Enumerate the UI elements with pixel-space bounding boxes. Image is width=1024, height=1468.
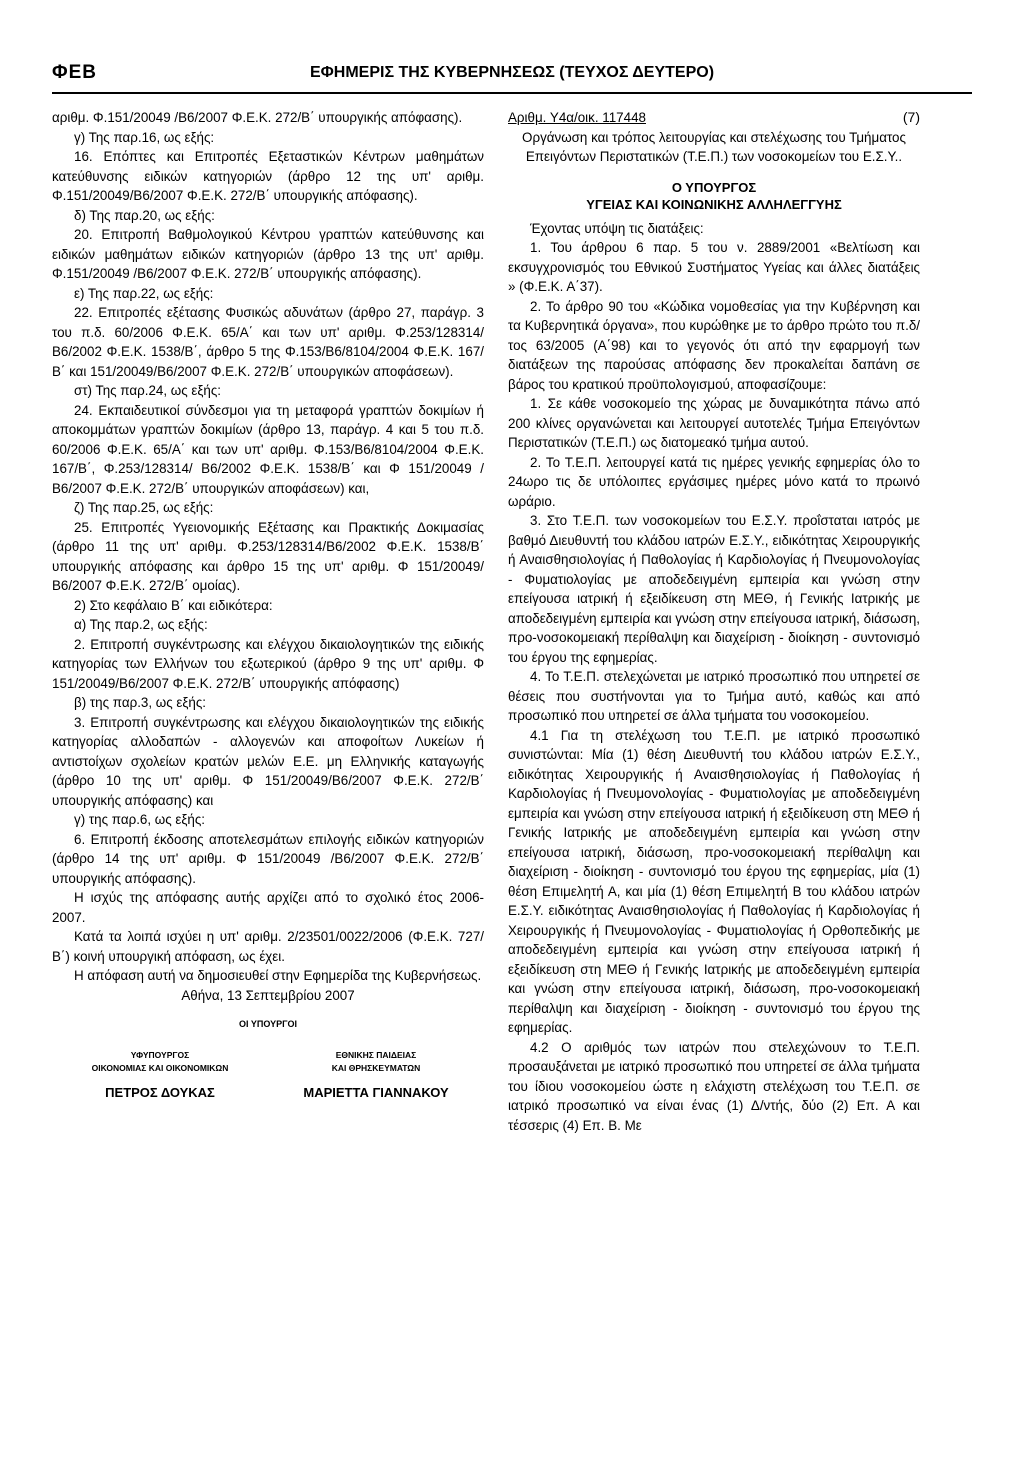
decision-title: Οργάνωση και τρόπος λειτουργίας και στελέχωσης του Τμήματος Επειγόντων Περιστατικών (Τ.Ε.Π.) των νοσοκομείων του Ε.Σ.Υ.. xyxy=(522,129,906,164)
paragraph: ε) Της παρ.22, ως εξής: xyxy=(74,285,214,301)
ministry-name: ΥΓΕΙΑΣ ΚΑΙ ΚΟΙΝΩΝΙΚΗΣ ΑΛΛΗΛΕΓΓΥΗΣ xyxy=(586,196,842,212)
header-rule xyxy=(52,92,972,94)
decision-index: (7) xyxy=(902,109,920,125)
signature-block xyxy=(52,1049,268,1103)
paragraph: 2) Στο κεφάλαιο Β΄ και ειδικότερα: xyxy=(74,597,273,613)
paragraph: γ) Της παρ.16, ως εξής: xyxy=(74,129,215,145)
paragraph: 1. Σε κάθε νοσοκομείο της χώρας με δυναμικότητα πάνω από 200 κλίνες οργανώνεται και λειτουργεί αυτοτελές Τμήμα Επειγόντων Περιστατικών (Τ.Ε.Π.) ως διατομεακό τμήμα αυτού. xyxy=(508,396,920,450)
paragraph: 3. Στο Τ.Ε.Π. των νοσοκομείων του Ε.Σ.Υ. προΐσταται ιατρός με βαθμό Διευθυντή του κλάδου ιατρών Ε.Σ.Υ., ειδικότητας Χειρουργικής ή Αναισθησιολογίας ή Παθολογίας ή Καρδιολογίας ή Πνευμονολογίας - Φυματιολογίας με αποδεδειγμένη εμπειρία και γνώση στην επείγουσα ιατρική ή εξειδίκευση στη ΜΕΘ, ή Γενικής Ιατρικής με αποδεδειγμένη εμπειρία και γνώση στην επείγουσα ιατρική, διάσωση, προ-νοσοκομειακή περίθαλψη και διαχείριση - διοίκηση - συντονισμό του έργου της εφημερίας. xyxy=(508,513,920,665)
paragraph: Έχοντας υπόψη τις διατάξεις: xyxy=(530,220,704,236)
decision-reference xyxy=(508,108,920,128)
left-column xyxy=(52,108,484,1102)
paragraph: 2. Το Τ.Ε.Π. λειτουργεί κατά τις ημέρες γενικής εφημερίας όλο το 24ωρο τις δε υπόλοιπες εργάσιμες ημέρες μόνο κατά το πρωινό ωράριο. xyxy=(508,454,920,509)
gazette-title: ΕΦΗΜΕΡΙΣ ΤΗΣ ΚΥΒΕΡΝΗΣΕΩΣ (ΤΕΥΧΟΣ ΔΕΥΤΕΡΟ) xyxy=(309,64,715,81)
paragraph: 16. Επόπτες και Επιτροπές Εξεταστικών Κέντρων μαθημάτων κατεύθυνσης ειδικών κατηγοριών (άρθρο 12 της υπ' αριθμ. Φ.151/20049/Β6/2007 Φ.Ε.Κ. 272/Β΄ υπουργικής απόφασης). xyxy=(52,149,484,203)
paragraph: α) Της παρ.2, ως εξής: xyxy=(74,617,208,632)
paragraph: 22. Επιτροπές εξέτασης Φυσικώς αδυνάτων (άρθρο 27, παράγρ. 3 του π.δ. 60/2006 Φ.Ε.Κ. 65/Α΄ και των υπ' αριθμ. Φ.253/128314/Β6/2002 Φ.Ε.Κ. 1538/Β΄, άρθρο 5 της Φ.153/Β6/8104/2004 Φ.Ε.Κ. 167/Β΄ και 151/20049/Β6/2007 Φ.Ε.Κ. 272/Β΄ υπουργικών αποφάσεων). xyxy=(52,305,484,379)
paragraph: 1. Του άρθρου 6 παρ. 5 του ν. 2889/2001 «Βελτίωση και εκσυγχρονισμός του Εθνικού Συστήματος Υγείας και άλλες διατάξεις » (Φ.Ε.Κ. Α΄37). xyxy=(508,240,920,294)
signatory-name: ΠΕΤΡΟΣ ΔΟΥΚΑΣ xyxy=(105,1084,215,1100)
signatory-role: ΚΑΙ ΘΡΗΣΚΕΥΜΑΤΩΝ xyxy=(331,1062,421,1073)
place-date: Αθήνα, 13 Σεπτεμβρίου 2007 xyxy=(181,987,355,1003)
minister-heading xyxy=(508,179,920,213)
paragraph: 24. Εκπαιδευτικοί σύνδεσμοι για τη μεταφορά γραπτών δοκιμίων ή αποκομμάτων γραπτών δοκιμίων (άρθρο 13, παράγρ. 4 και 5 του π.δ. 60/2006 Φ.Ε.Κ. 65/Α΄ και των υπ' αριθμ. Φ.153/Β6/8104/2004 Φ.Ε.Κ. 167/Β΄, Φ.253/128314/ Β6/2002 Φ.Ε.Κ. 1538/Β΄ και Φ 151/20049 /Β6/2007 Φ.Ε.Κ. 272/Β΄ υπουργικών αποφάσεων) και, xyxy=(52,402,484,496)
paragraph: 4.1 Για τη στελέχωση του Τ.Ε.Π. με ιατρικό προσωπικό συνιστώνται: Μία (1) θέση Διευθυντή του κλάδου ιατρών Ε.Σ.Υ., ειδικότητας Χειρουργικής ή Αναισθησιολογίας ή Παθολογίας ή Καρδιολογίας ή Πνευμονολογίας - Φυματιολογίας με αποδεδειγμένη εμπειρία και γνώση στην επείγουσα ιατρική ή εξειδίκευση στη ΜΕΘ ή Γενικής Ιατρικής με αποδεδειγμένη εμπειρία και γνώση στην επείγουσα ιατρική, διάσωση, προ-νοσοκομειακή περίθαλψη και διαχείριση - διοίκηση - συντονισμό του έργου της εφημερίας, μία (1) θέση Επιμελητή Α, και μία (1) θέση Επιμελητή Β του κλάδου ιατρών Ε.Σ.Υ. ειδικότητας Αναισθησιολογίας ή Παθολογίας ή Καρδιολογίας ή Χειρουργικής ή Πνευμονολογίας - Φυματιολογίας ή Ορθοπεδικής με αποδεδειγμένη εμπειρία και γνώση στην επείγουσα ιατρική ή εξειδίκευση στη ΜΕΘ ή Γενικής Ιατρικής με αποδεδειγμένη εμπειρία και γνώση στην επείγουσα ιατρική, διάσωση, προ-νοσοκομειακή περίθαλψη και διαχείριση - διοίκηση - συντονισμό του έργου της εφημερίας. xyxy=(508,727,920,1035)
paragraph: ζ) Της παρ.25, ως εξής: xyxy=(74,500,214,515)
paragraph: 3. Επιτροπή συγκέντρωσης και ελέγχου δικαιολογητικών της ειδικής κατηγορίας αλλοδαπών - αλλογενών και αποφοίτων Λυκείων ή αντιστοίχων σχολείων κρατών μελών Ε.Ε. μη Ελληνικής καταγωγής (άρθρο 10 της υπ' αριθμ. Φ 151/20049/Β6/2007 Φ.Ε.Κ. 272/Β΄ υπουργικής απόφασης) και xyxy=(52,714,484,808)
page-number: ΦΕΒ xyxy=(52,62,97,83)
paragraph: 4.2 Ο αριθμός των ιατρών που στελεχώνουν το Τ.Ε.Π. προσαυξάνεται με ιατρικό προσωπικό που υπηρετεί σε άλλα τμήματα του ίδιου νοσοκομείου ώστε η ελάχιστη στελέχωση του Τ.Ε.Π. σε ιατρικό προσωπικό να είναι ένας (1) Δ/ντής, δύο (2) Επ. Α και τέσσερις (4) Επ. Β. Με xyxy=(508,1039,920,1133)
signatory-name: ΜΑΡΙΕΤΤΑ ΓΙΑΝΝΑΚΟΥ xyxy=(303,1084,449,1100)
paragraph: Κατά τα λοιπά ισχύει η υπ' αριθμ. 2/23501/0022/2006 (Φ.Ε.Κ. 727/Β΄) κοινή υπουργική απόφαση, ως έχει. xyxy=(52,929,484,964)
paragraph: 20. Επιτροπή Βαθμολογικού Κέντρου γραπτών κατεύθυνσης και ειδικών μαθημάτων ειδικών κατηγοριών (άρθρο 13 της υπ' αριθμ. Φ.151/20049 /Β6/2007 Φ.Ε.Κ. 272/Β΄ υπουργικής απόφασης). xyxy=(52,227,484,281)
paragraph: 4. Το Τ.Ε.Π. στελεχώνεται με ιατρικό προσωπικό που υπηρετεί σε θέσεις που συστήνονται για το Τμήμα αυτό, καθώς και από προσωπικό που υπηρετεί σε άλλα τμήματα του νοσοκομείου. xyxy=(508,669,920,723)
paragraph: δ) Της παρ.20, ως εξής: xyxy=(74,207,215,223)
paragraph: 2. Το άρθρο 90 του «Κώδικα νομοθεσίας για την Κυβέρνηση και τα Κυβερνητικά όργανα», που κυρώθηκε με το άρθρο πρώτο του π.δ/τος 63/2005 (Α΄98) και το γεγονός ότι από την εφαρμογή των διατάξεων της παρούσας απόφασης δεν προκαλείται δαπάνη σε βάρος του κρατικού προϋπολογισμού, αποφασίζουμε: xyxy=(508,298,920,392)
paragraph: Η ισχύς της απόφασης αυτής αρχίζει από το σχολικό έτος 2006-2007. xyxy=(52,890,484,925)
paragraph: στ) Της παρ.24, ως εξής: xyxy=(74,383,221,398)
paragraph: 2. Επιτροπή συγκέντρωσης και ελέγχου δικαιολογητικών της ειδικής κατηγορίας των Ελλήνων του εξωτερικού (άρθρο 9 της υπ' αριθμ. Φ 151/20049/Β6/2007 Φ.Ε.Κ. 272/Β΄ υπουργικής απόφασης) xyxy=(52,636,484,691)
decision-number: Αριθμ. Υ4α/οικ. 117448 xyxy=(508,110,646,125)
signatures xyxy=(52,1049,484,1103)
minister-title: Ο ΥΠΟΥΡΓΟΣ xyxy=(671,179,757,195)
signatory-role: ΟΙΚΟΝΟΜΙΑΣ ΚΑΙ ΟΙΚΟΝΟΜΙΚΩΝ xyxy=(91,1062,229,1073)
signatory-role: ΥΦΥΠΟΥΡΓΟΣ xyxy=(130,1049,190,1060)
paragraph: Η απόφαση αυτή να δημοσιευθεί στην Εφημερίδα της Κυβερνήσεως. xyxy=(74,968,482,983)
page-header xyxy=(52,62,972,92)
signatory-role: ΕΘΝΙΚΗΣ ΠΑΙΔΕΙΑΣ xyxy=(335,1049,417,1060)
paragraph: γ) της παρ.6, ως εξής: xyxy=(74,812,206,827)
right-column xyxy=(508,108,920,1135)
signature-block xyxy=(268,1049,484,1103)
paragraph: β) της παρ.3, ως εξής: xyxy=(74,695,207,710)
paragraph: αριθμ. Φ.151/20049 /Β6/2007 Φ.Ε.Κ. 272/Β΄ υπουργικής απόφασης). xyxy=(52,110,463,125)
paragraph: 25. Επιτροπές Υγειονομικής Εξέτασης και Πρακτικής Δοκιμασίας (άρθρο 11 της υπ' αριθμ. Φ.253/128314/Β6/2002 Φ.Ε.Κ. 1538/Β΄ υπουργικής απόφασης και άρθρο 15 της υπ' αριθμ. Φ 151/20049/Β6/2007 Φ.Ε.Κ. 272/Β΄ ομοίας). xyxy=(52,519,484,593)
ministers-caption: ΟΙ ΥΠΟΥΡΓΟΙ xyxy=(238,1019,297,1029)
paragraph: 6. Επιτροπή έκδοσης αποτελεσμάτων επιλογής ειδικών κατηγοριών (άρθρο 14 της υπ' αριθμ. Φ 151/20049 /Β6/2007 Φ.Ε.Κ. 272/Β΄ υπουργικής απόφασης). xyxy=(52,831,484,886)
